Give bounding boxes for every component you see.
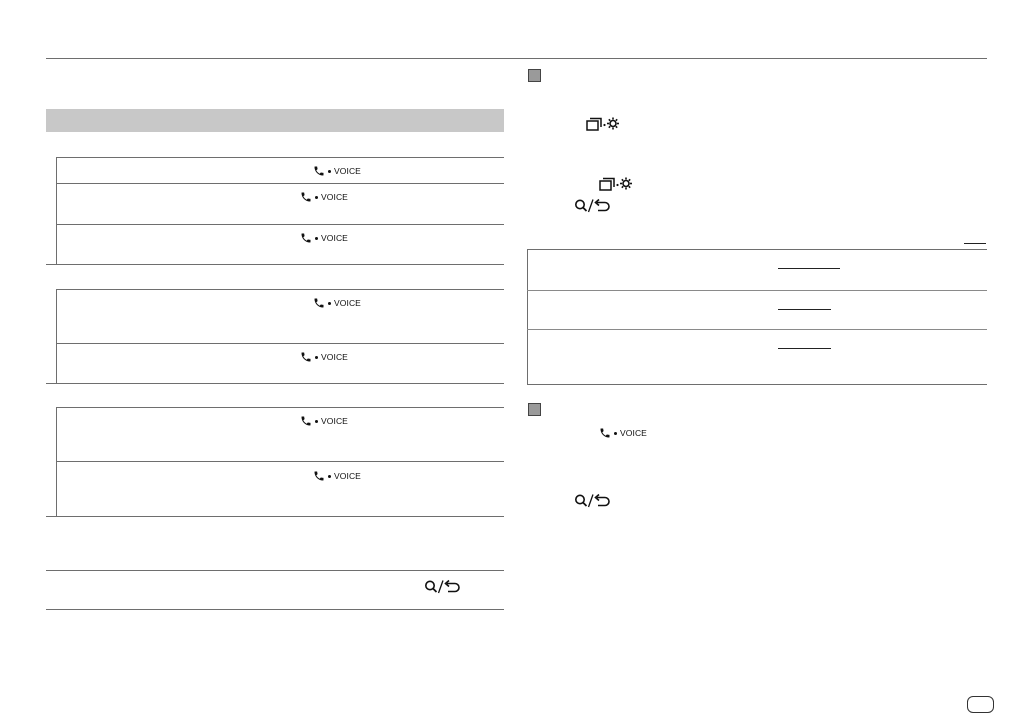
search-back-icon xyxy=(424,579,462,595)
separator-dot xyxy=(315,356,318,359)
voice-text: VOICE xyxy=(334,298,361,308)
phone-icon xyxy=(313,470,325,482)
row-rule xyxy=(56,183,504,184)
display-settings-icon xyxy=(599,176,635,192)
display-settings-icon xyxy=(586,116,622,132)
voice-text: VOICE xyxy=(321,416,348,426)
row-rule xyxy=(56,461,504,462)
voice-text: VOICE xyxy=(321,192,348,202)
voice-label xyxy=(300,350,348,364)
search-back-icon xyxy=(574,198,612,214)
table-vline-right xyxy=(527,249,528,385)
default-underline xyxy=(778,348,831,349)
voice-text: VOICE xyxy=(321,233,348,243)
row-rule xyxy=(46,609,504,610)
row-rule xyxy=(527,249,987,250)
row-rule xyxy=(46,264,504,265)
voice-label xyxy=(300,231,348,245)
separator-dot xyxy=(328,170,331,173)
voice-label xyxy=(313,469,361,483)
search-back-icon xyxy=(574,493,612,509)
voice-text: VOICE xyxy=(334,471,361,481)
header-rule xyxy=(46,58,987,59)
page-number-badge xyxy=(967,696,994,713)
row-rule xyxy=(56,224,504,225)
row-rule xyxy=(56,157,504,158)
section-heading-band xyxy=(46,109,504,132)
phone-icon xyxy=(300,351,312,363)
voice-label xyxy=(599,426,647,440)
table-vline-2 xyxy=(56,289,57,383)
separator-dot xyxy=(315,196,318,199)
separator-dot xyxy=(328,475,331,478)
separator-dot xyxy=(315,420,318,423)
row-rule xyxy=(527,384,987,385)
table-vline-1 xyxy=(56,157,57,264)
default-underline xyxy=(778,309,831,310)
voice-label xyxy=(300,190,348,204)
voice-label xyxy=(313,296,361,310)
voice-text: VOICE xyxy=(620,428,647,438)
row-rule xyxy=(46,570,504,571)
separator-dot xyxy=(315,237,318,240)
phone-icon xyxy=(300,232,312,244)
row-rule xyxy=(56,407,504,408)
row-rule xyxy=(527,290,987,291)
row-rule xyxy=(56,289,504,290)
phone-icon xyxy=(300,191,312,203)
gray-square-icon xyxy=(528,403,541,416)
row-rule xyxy=(46,516,504,517)
phone-icon xyxy=(300,415,312,427)
phone-icon xyxy=(599,427,611,439)
separator-dot xyxy=(614,432,617,435)
default-underline xyxy=(778,268,840,269)
voice-label xyxy=(300,414,348,428)
voice-text: VOICE xyxy=(334,166,361,176)
voice-text: VOICE xyxy=(321,352,348,362)
default-underline xyxy=(964,243,986,244)
phone-icon xyxy=(313,165,325,177)
row-rule xyxy=(56,343,504,344)
voice-label xyxy=(313,164,361,178)
separator-dot xyxy=(328,302,331,305)
phone-icon xyxy=(313,297,325,309)
row-rule xyxy=(527,329,987,330)
row-rule xyxy=(46,383,504,384)
gray-square-icon xyxy=(528,69,541,82)
